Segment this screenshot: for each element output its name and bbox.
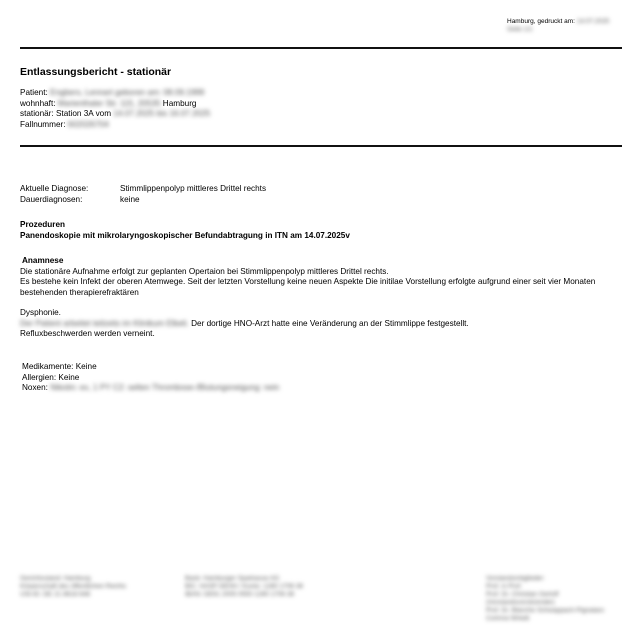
station-row xyxy=(20,109,210,120)
medication-section xyxy=(22,362,279,394)
current-diagnosis-value: Stimmlippenpolyp mittleres Drittel rechts xyxy=(120,184,267,193)
anamnesis-line-1: Die stationäre Aufnahme erfolgt zur geplanten Opertaion bei Stimmlippenpolyp mittleres Drittel rechts. xyxy=(20,266,389,276)
footer-bank xyxy=(185,575,303,599)
footer-court-line: USt-ID: DE 21 8618 648 xyxy=(20,591,91,598)
permanent-diagnosis-row xyxy=(20,195,266,206)
footer-board-line: Prof. Dr. Christian Gerloff xyxy=(486,591,559,598)
footer-board-line: Prof. Dr. Blanche Schwappach-Pignataro xyxy=(486,607,605,614)
anamnesis-heading: Anamnese xyxy=(22,256,64,265)
footer-court-line: Körperschaft des öffentlichen Rechts xyxy=(20,583,127,590)
address-street: Marienthaler Str. 115, 20535 xyxy=(57,98,161,108)
current-diagnosis-row xyxy=(20,184,266,195)
dysphonia-paragraph xyxy=(20,319,625,330)
dysphonia-blurred: Der Patient arbeitet teilzeits im Klinikum Elbeli. xyxy=(20,318,189,328)
footer-board-line: Prof. in Prof. xyxy=(486,583,523,590)
noxen-row xyxy=(22,383,279,394)
footer-court xyxy=(20,575,126,599)
printed-label: Hamburg, gedruckt am: xyxy=(507,18,575,25)
address-row xyxy=(20,99,210,110)
footer-bank-line: Bank: Hamburger Sparkasse AG xyxy=(185,575,280,582)
printed-date: 14.07.2025 xyxy=(576,18,610,25)
address-city: Hamburg xyxy=(162,98,197,108)
footer-board-line: Vorstandsmitglieder: xyxy=(486,575,545,582)
procedures-heading: Prozeduren xyxy=(20,220,66,229)
station-dates: 14.07.2025 bis 16.07.2025 xyxy=(113,109,211,118)
footer-board-line: Corinna Wriedt xyxy=(486,615,530,622)
station-label: stationär: xyxy=(20,109,54,118)
anamnesis-line-2: Es bestehe kein Infekt der oberen Atemwege. Seit der letzten Vorstellung keine neuen Aspekte Die initilae Vorstellung erfolgte aufgrund einer seit vier Monaten bestehenden therapierefraktären xyxy=(20,277,596,297)
footer-court-line: Gerichtsstand: Hamburg xyxy=(20,575,91,582)
print-info xyxy=(507,18,609,34)
footer-bank-line: IBAN: DE91 2005 0550 1280 1706 38 xyxy=(185,591,295,598)
medication-line: Medikamente: Keine xyxy=(22,362,97,371)
patient-name: Engbers, Lennart geboren am: 08.09.1999 xyxy=(50,88,205,97)
noxen-value: Nikotin: ex, 1 PY C2: selten Thrombose-/Blutungsneigung: nein xyxy=(50,383,280,392)
printed-line xyxy=(507,18,609,26)
case-label: Fallnummer: xyxy=(20,119,66,129)
dysphonia-label: Dysphonie. xyxy=(20,308,61,317)
permanent-diagnosis-label: Dauerdiagnosen: xyxy=(20,194,83,204)
patient-info xyxy=(20,88,210,130)
noxen-label: Noxen: xyxy=(22,383,48,392)
case-number: 602026704 xyxy=(67,119,109,129)
patient-label: Patient: xyxy=(20,88,48,97)
dysphonia-text: Der dortige HNO-Arzt hatte eine Veränderung an der Stimmlippe festgestellt. xyxy=(191,318,469,328)
section-divider xyxy=(20,145,622,147)
footer-board xyxy=(486,575,604,623)
footer-board-line: (Vorstandsvorsitzender) xyxy=(486,599,555,606)
procedures-text: Panendoskopie mit mikrolaryngoskopischer Befundabtragung in ITN am 14.07.2025v xyxy=(20,230,350,240)
top-divider xyxy=(20,47,622,49)
station-value: Station 3A vom xyxy=(55,109,112,118)
reflux-line: Refluxbeschwerden werden verneint. xyxy=(20,329,155,338)
anamnesis-section xyxy=(20,256,625,340)
case-row xyxy=(20,120,210,131)
diagnosis-section xyxy=(20,184,266,205)
current-diagnosis-label: Aktuelle Diagnose: xyxy=(20,184,89,193)
page-number: Seite 1/1 xyxy=(507,26,533,33)
patient-row xyxy=(20,88,210,99)
procedures-section xyxy=(20,220,350,241)
footer-bank-line: BIC: HASP DEHH / Konto: 1280 1706 38 xyxy=(185,583,304,590)
permanent-diagnosis-value: keine xyxy=(120,194,140,204)
document-title: Entlassungsbericht - stationär xyxy=(20,66,172,78)
address-label: wohnhaft: xyxy=(20,98,56,108)
allergies-line: Allergien: Keine xyxy=(22,372,80,382)
